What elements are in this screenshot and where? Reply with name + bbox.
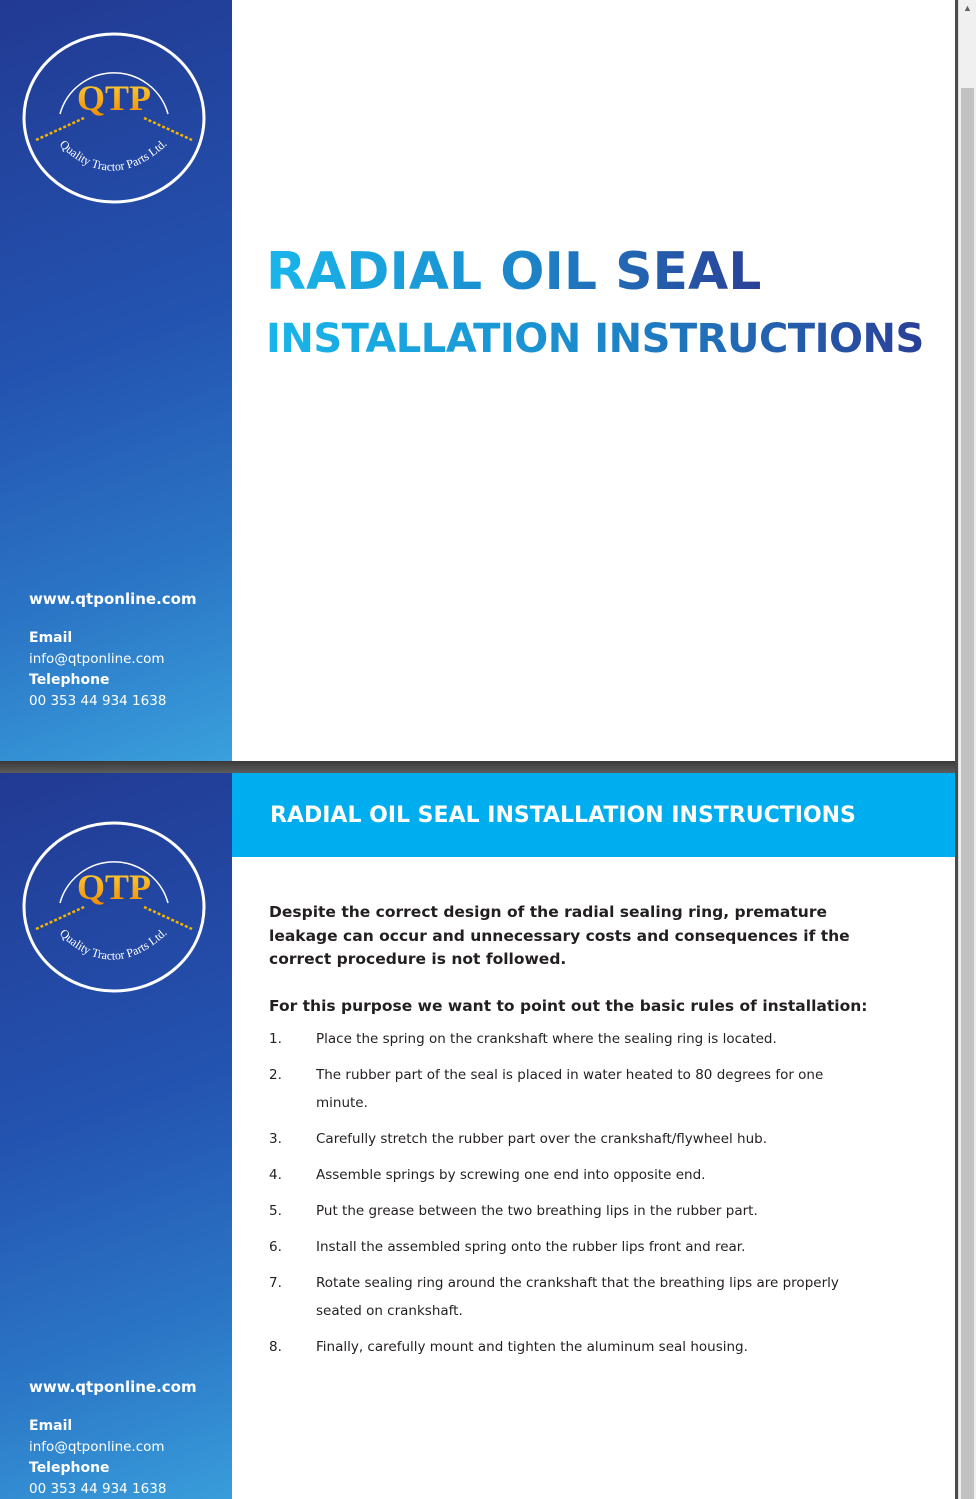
qtp-logo [22, 32, 206, 204]
email-label: Email [29, 1418, 73, 1434]
contact-block [29, 1377, 197, 1499]
step-text: Put the grease between the two breathing lips in the rubber part. [316, 1202, 758, 1219]
qtp-logo [22, 821, 206, 993]
banner-title: RADIAL OIL SEAL INSTALLATION INSTRUCTIONS [270, 803, 856, 828]
step-item [269, 1269, 869, 1325]
website-link[interactable]: www.qtponline.com [29, 1378, 197, 1396]
cover-subtitle: INSTALLATION INSTRUCTIONS [266, 312, 924, 366]
step-text: Finally, carefully mount and tighten the aluminum seal housing. [316, 1338, 748, 1355]
step-number: 3. [269, 1130, 282, 1147]
svg-text:Quality Tractor Parts Ltd.: Quality Tractor Parts Ltd. [56, 925, 170, 963]
email-link[interactable]: info@qtponline.com [29, 651, 165, 667]
step-item [269, 1061, 869, 1117]
scroll-up-arrow-icon[interactable]: ▲ [959, 0, 976, 17]
step-item [269, 1161, 869, 1189]
step-text: Assemble springs by screwing one end into opposite end. [316, 1166, 706, 1183]
svg-text:Quality Tractor Parts Ltd.: Quality Tractor Parts Ltd. [56, 136, 170, 174]
instructions-content [269, 901, 869, 1369]
step-number: 8. [269, 1338, 282, 1355]
step-item [269, 1025, 869, 1053]
telephone-label: Telephone [29, 672, 110, 688]
contact-block [29, 589, 197, 712]
step-item [269, 1197, 869, 1225]
step-item [269, 1233, 869, 1261]
intro-paragraph: Despite the correct design of the radial sealing ring, premature leakage can occur and unnecessary costs and consequences if the correct procedure is not followed. [269, 903, 850, 968]
step-number: 6. [269, 1238, 282, 1255]
instructions-page [0, 773, 955, 1499]
vertical-scrollbar[interactable] [958, 0, 976, 1499]
step-text: The rubber part of the seal is placed in water heated to 80 degrees for one minute. [316, 1066, 824, 1111]
email-label: Email [29, 630, 73, 646]
step-text: Carefully stretch the rubber part over the crankshaft/flywheel hub. [316, 1130, 768, 1147]
cover-page [0, 0, 955, 761]
step-number: 1. [269, 1030, 282, 1047]
rules-heading: For this purpose we want to point out the basic rules of installation: [269, 996, 868, 1015]
telephone-label: Telephone [29, 1460, 110, 1476]
email-link[interactable]: info@qtponline.com [29, 1439, 165, 1455]
step-number: 5. [269, 1202, 282, 1219]
instructions-sidebar [0, 773, 232, 1499]
cover-title: RADIAL OIL SEAL [266, 242, 762, 302]
step-text: Place the spring on the crankshaft where the sealing ring is located. [316, 1030, 777, 1047]
page-separator [0, 761, 955, 773]
step-text: Rotate sealing ring around the crankshaft that the breathing lips are properly seated on crankshaft. [316, 1274, 839, 1319]
scrollbar-thumb[interactable] [961, 88, 974, 1499]
step-item [269, 1125, 869, 1153]
svg-text:QTP: QTP [76, 867, 152, 907]
website-link[interactable]: www.qtponline.com [29, 590, 197, 608]
instructions-banner [232, 773, 955, 857]
step-number: 4. [269, 1166, 282, 1183]
steps-list [269, 1025, 869, 1361]
step-number: 7. [269, 1274, 282, 1291]
step-text: Install the assembled spring onto the rubber lips front and rear. [316, 1238, 746, 1255]
step-item [269, 1333, 869, 1361]
svg-text:QTP: QTP [76, 78, 152, 118]
telephone-value: 00 353 44 934 1638 [29, 1481, 167, 1497]
step-number: 2. [269, 1066, 282, 1083]
cover-sidebar [0, 0, 232, 761]
telephone-value: 00 353 44 934 1638 [29, 693, 167, 709]
